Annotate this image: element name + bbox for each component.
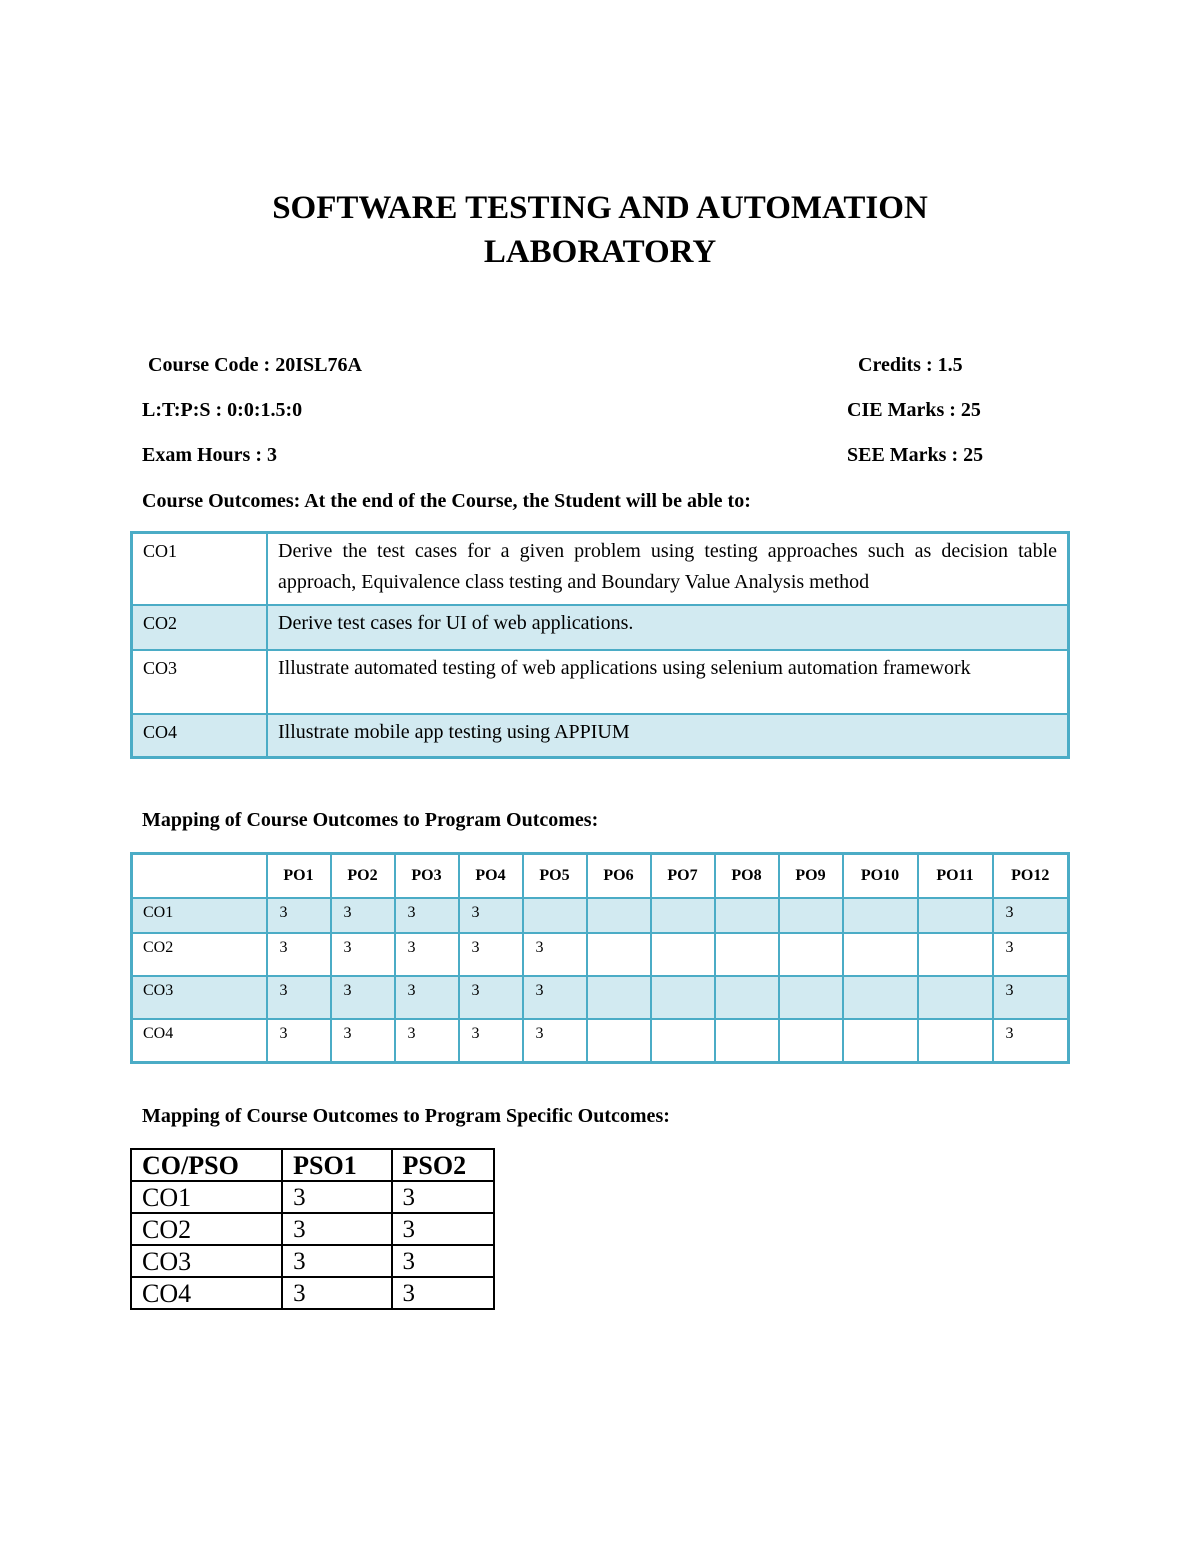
row-label: CO2 [132,933,267,976]
table-row [132,533,1069,606]
header-cell: PO3 [395,854,459,899]
table-cell: 3 [459,898,523,933]
header-cell: CO/PSO [131,1149,282,1181]
po-mapping-heading: Mapping of Course Outcomes to Program Outcomes: [142,809,599,831]
table-cell: 3 [331,898,395,933]
table-cell: 3 [331,1019,395,1063]
table-cell [715,898,779,933]
see-marks: SEE Marks : 25 [847,444,984,466]
table-cell [715,933,779,976]
table-cell: 3 [282,1181,391,1213]
table-row [132,933,1069,976]
table-cell: 3 [267,933,331,976]
table-cell [779,1019,843,1063]
header-cell: PO10 [843,854,918,899]
pso-mapping-heading: Mapping of Course Outcomes to Program Specific Outcomes: [142,1105,670,1127]
table-cell [843,976,918,1019]
table-cell: 3 [395,1019,459,1063]
header-cell: PSO1 [282,1149,391,1181]
table-header-row [131,1149,494,1181]
table-cell: 3 [993,933,1069,976]
table-cell [779,933,843,976]
pso-mapping-table [130,1148,495,1310]
header-cell: PO5 [523,854,587,899]
table-cell: 3 [267,898,331,933]
table-cell: 3 [395,976,459,1019]
co-description: Illustrate mobile app testing using APPIUM [267,714,1069,757]
row-label: CO1 [131,1181,282,1213]
table-cell: 3 [267,1019,331,1063]
table-cell [587,976,651,1019]
table-row [132,976,1069,1019]
table-row [132,898,1069,933]
header-cell: PO2 [331,854,395,899]
row-label: CO3 [132,976,267,1019]
table-cell: 3 [267,976,331,1019]
title-line-1: SOFTWARE TESTING AND AUTOMATION [272,190,928,226]
table-cell: 3 [395,933,459,976]
table-cell: 3 [459,933,523,976]
title-line-2: LABORATORY [483,234,717,270]
table-row [131,1213,494,1245]
table-row [132,1019,1069,1063]
exam-hours: Exam Hours : 3 [142,444,277,466]
table-cell [651,976,715,1019]
row-label: CO4 [131,1277,282,1309]
table-cell [843,1019,918,1063]
table-cell [918,898,993,933]
table-cell: 3 [523,1019,587,1063]
table-cell [715,1019,779,1063]
table-cell [587,1019,651,1063]
table-cell [523,898,587,933]
table-cell: 3 [459,976,523,1019]
header-cell: PO7 [651,854,715,899]
course-outcomes-table [130,531,1070,759]
course-outcomes-heading: Course Outcomes: At the end of the Course, the Student will be able to: [142,490,751,512]
table-header-row [132,854,1069,899]
table-cell [779,898,843,933]
table-cell [779,976,843,1019]
co-code: CO1 [132,533,268,606]
credits: Credits : 1.5 [858,354,963,376]
table-cell: 3 [523,976,587,1019]
header-cell: PO8 [715,854,779,899]
table-cell [587,898,651,933]
header-cell: PO11 [918,854,993,899]
table-cell [918,933,993,976]
co-code: CO3 [132,650,268,714]
document-title [0,186,1200,274]
table-row [132,605,1069,650]
table-cell [918,1019,993,1063]
row-label: CO3 [131,1245,282,1277]
table-cell: 3 [392,1213,494,1245]
co-description: Derive test cases for UI of web applications. [267,605,1069,650]
co-code: CO4 [132,714,268,757]
table-cell [651,898,715,933]
table-cell [651,1019,715,1063]
table-cell: 3 [523,933,587,976]
table-cell: 3 [993,976,1069,1019]
table-cell [918,976,993,1019]
header-cell: PO6 [587,854,651,899]
table-cell: 3 [392,1245,494,1277]
table-cell: 3 [282,1277,391,1309]
table-cell [843,898,918,933]
header-cell: PO1 [267,854,331,899]
header-cell: PO12 [993,854,1069,899]
co-description: Illustrate automated testing of web applications using selenium automation framework [267,650,1069,714]
po-mapping-table [130,852,1070,1064]
table-row [132,650,1069,714]
co-code: CO2 [132,605,268,650]
row-label: CO2 [131,1213,282,1245]
table-cell: 3 [993,898,1069,933]
header-cell: PSO2 [392,1149,494,1181]
table-cell: 3 [392,1181,494,1213]
co-description: Derive the test cases for a given problem using testing approaches such as decision table approach, Equivalence class testing and Boundary Value Analysis method [267,533,1069,606]
ltps: L:T:P:S : 0:0:1.5:0 [142,399,303,421]
table-row [131,1245,494,1277]
table-cell [843,933,918,976]
table-cell: 3 [282,1245,391,1277]
table-cell: 3 [331,976,395,1019]
table-row [131,1277,494,1309]
table-cell [587,933,651,976]
table-row [132,714,1069,757]
header-cell: PO9 [779,854,843,899]
course-code: Course Code : 20ISL76A [148,354,362,376]
cie-marks: CIE Marks : 25 [847,399,981,421]
row-label: CO4 [132,1019,267,1063]
table-cell [715,976,779,1019]
header-cell: PO4 [459,854,523,899]
table-cell: 3 [459,1019,523,1063]
row-label: CO1 [132,898,267,933]
table-cell: 3 [395,898,459,933]
table-row [131,1181,494,1213]
table-cell [651,933,715,976]
table-cell: 3 [331,933,395,976]
table-cell: 3 [993,1019,1069,1063]
header-cell [132,854,267,899]
table-cell: 3 [282,1213,391,1245]
table-cell: 3 [392,1277,494,1309]
